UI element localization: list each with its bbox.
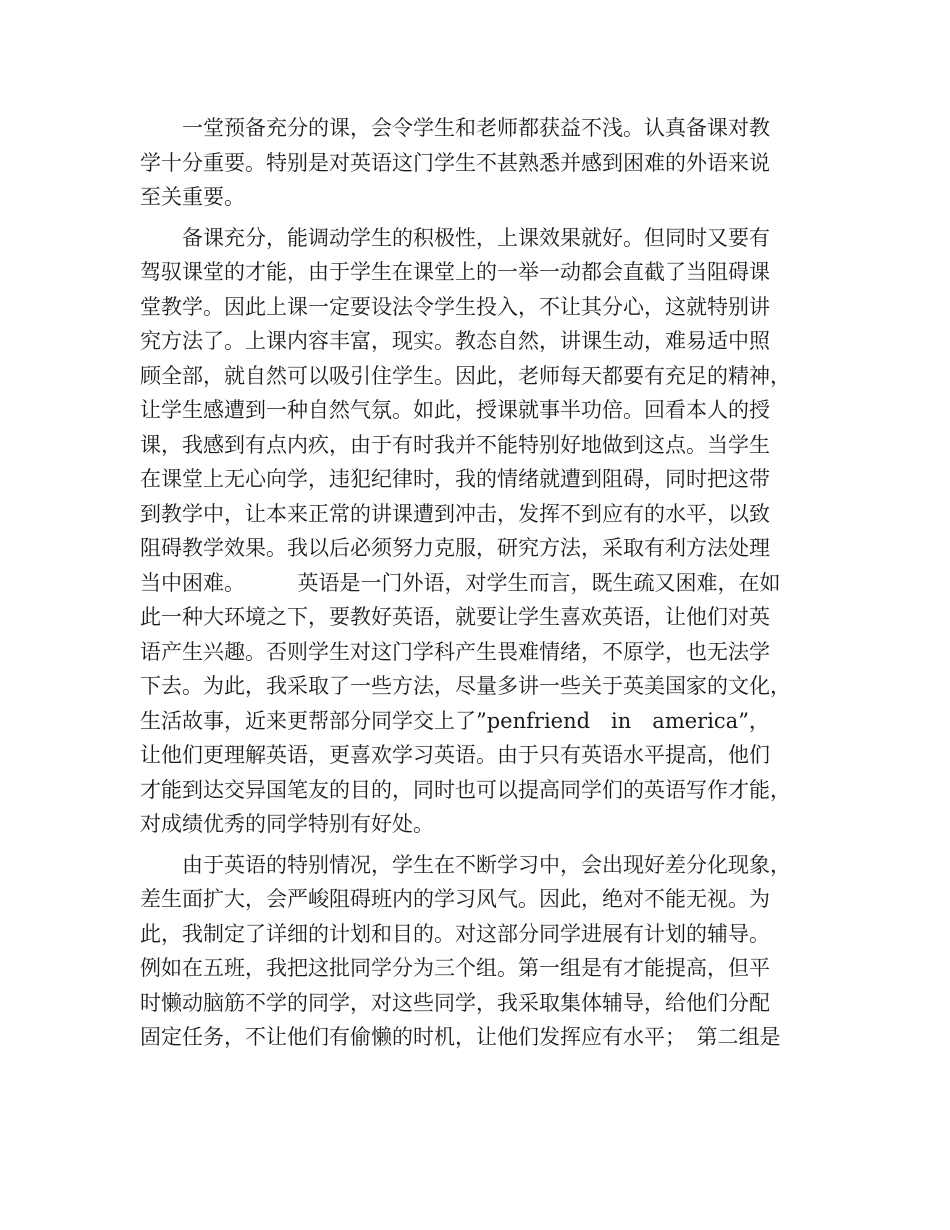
text-line: 语产生兴趣。否则学生对这门学科产生畏难情绪，不原学，也无法学	[140, 639, 770, 664]
text-line: 驾驭课堂的才能，由于学生在课堂上的一举一动都会直截了当阻碍课	[140, 260, 770, 284]
text-line: 差生面扩大，会严峻阻碍班内的学习风气。因此，绝对不能无视。为	[140, 887, 770, 911]
text-line: 让学生感遭到一种自然气氛。如此，授课就事半功倍。回看本人的授	[140, 398, 770, 422]
text-line: 才能到达交异国笔友的目的，同时也可以提高同学们的英语写作才能，	[140, 777, 791, 802]
text-line: 当中困难。 英语是一门外语，对学生而言，既生疏又困难，在如	[140, 570, 781, 595]
text-line: 此一种大环境之下，要教好英语，就要让学生喜欢英语，让他们对英	[140, 605, 770, 629]
text-line: 生活故事，近来更帮部分同学交上了”penfriend in america”，	[140, 708, 770, 733]
text-line: 例如在五班，我把这批同学分为三个组。第一组是有才能提高，但平	[140, 956, 770, 980]
text-line: 由于英语的特别情况，学生在不断学习中，会出现好差分化现象，	[140, 852, 791, 877]
text-line: 时懒动脑筋不学的同学，对这些同学，我采取集体辅导，给他们分配	[140, 990, 770, 1015]
text-line: 究方法了。上课内容丰富，现实。教态自然，讲课生动，难易适中照	[140, 329, 770, 353]
text-line: 在课堂上无心向学，违犯纪律时，我的情绪就遭到阻碍，同时把这带	[140, 467, 770, 491]
text-line: 备课充分，能调动学生的积极性，上课效果就好。但同时又要有	[140, 225, 770, 250]
text-line: 顾全部，就自然可以吸引住学生。因此，老师每天都要有充足的精神，	[140, 363, 791, 388]
text-line: 堂教学。因此上课一定要设法令学生投入，不让其分心，这就特别讲	[140, 294, 770, 319]
text-line: 到教学中，让本来正常的讲课遭到冲击，发挥不到应有的水平，以致	[140, 501, 770, 526]
text-line: 至关重要。	[140, 185, 245, 209]
text-line: 一堂预备充分的课，会令学生和老师都获益不浅。认真备课对教	[140, 116, 770, 140]
text-line: 让他们更理解英语，更喜欢学习英语。由于只有英语水平提高，他们	[140, 743, 770, 767]
text-line: 此，我制定了详细的计划和目的。对这部分同学进展有计划的辅导。	[140, 921, 770, 946]
text-line: 阻碍教学效果。我以后必须努力克服，研究方法，采取有利方法处理	[140, 536, 770, 560]
text-line: 固定任务，不让他们有偷懒的时机，让他们发挥应有水平； 第二组是	[140, 1025, 781, 1049]
text-line: 学十分重要。特别是对英语这门学生不甚熟悉并感到困难的外语来说	[140, 150, 770, 175]
text-line: 对成绩优秀的同学特别有好处。	[140, 812, 434, 836]
text-line: 课，我感到有点内疚，由于有时我并不能特别好地做到这点。当学生	[140, 432, 770, 457]
text-line: 下去。为此，我采取了一些方法，尽量多讲一些关于英美国家的文化，	[140, 674, 791, 698]
document-body	[140, 111, 824, 1055]
